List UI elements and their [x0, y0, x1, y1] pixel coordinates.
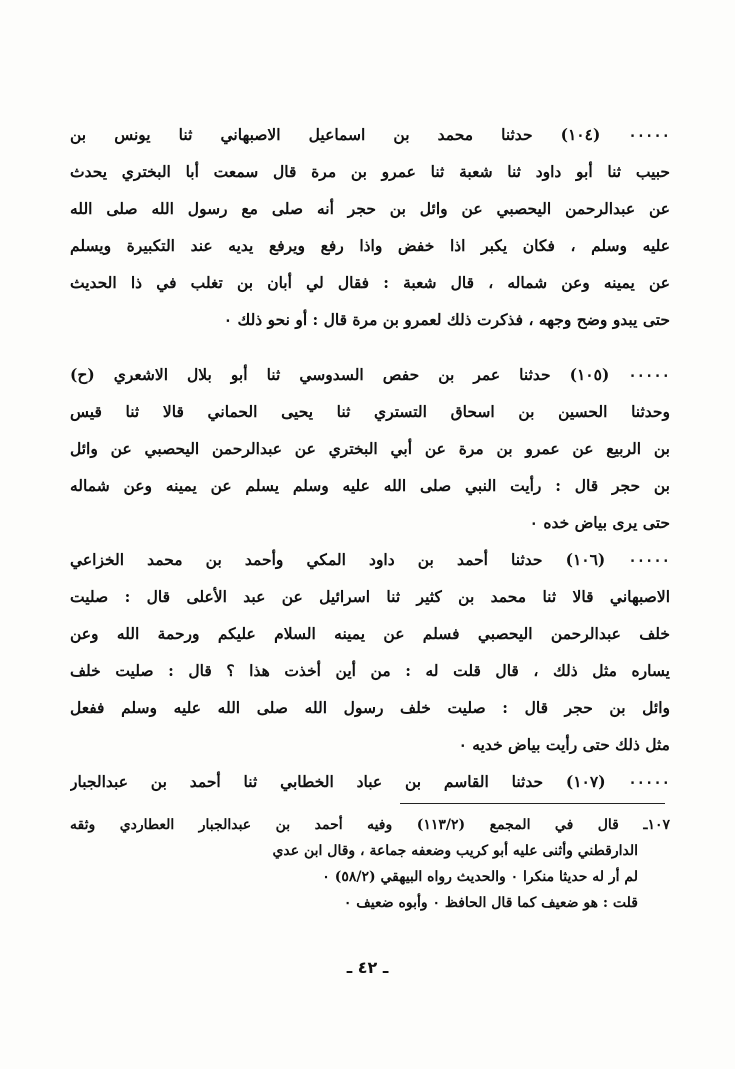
text-line: وائل بن حجر قال : صليت خلف رسول الله صلى الله عليه وسلم ففعل — [70, 698, 670, 717]
footnote-line: لم أر له حديثا منكرا ٠ والحديث رواه البيهقي (٥٨/٢) ٠ — [322, 869, 638, 885]
text-line: عن يمينه وعن شماله ، قال شعبة : فقال لي أبان بن تغلب في ذا الحديث — [70, 273, 670, 292]
hadith-104 — [70, 116, 670, 338]
text-line: خلف عبدالرحمن اليحصبي فسلم عن يمينه السلام عليكم ورحمة الله وعن — [70, 624, 670, 643]
text-line: حبيب ثنا أبو داود ثنا شعبة ثنا عمرو بن مرة قال سمعت أبا البختري يحدث — [70, 162, 670, 181]
text-line: بن حجر قال : رأيت النبي صلى الله عليه وسلم يسلم عن يمينه وعن شماله — [70, 476, 670, 495]
text-line: عليه وسلم ، فكان يكبر اذا خفض واذا رفع ويرفع يديه عند التكبيرة ويسلم — [70, 236, 670, 255]
footnote-line: ١٠٧ـ قال في المجمع (١١٣/٢) وفيه أحمد بن عبدالجبار العطاردي وثقه — [70, 817, 670, 833]
footnote-line: قلت : هو ضعيف كما قال الحافظ ٠ وأبوه ضعيف ٠ — [343, 895, 638, 911]
hadith-106 — [70, 541, 670, 763]
text-line: حتى يرى بياض خده ٠ — [529, 513, 670, 532]
text-line: ٠٠٠٠٠ (١٠٥) حدثنا عمر بن حفص السدوسي ثنا أبو بلال الاشعري (ح) — [70, 365, 670, 384]
text-line: مثل ذلك حتى رأيت بياض خديه ٠ — [458, 735, 670, 754]
text-line: ٠٠٠٠٠ (١٠٦) حدثنا أحمد بن داود المكي وأحمد بن محمد الخزاعي — [70, 550, 670, 569]
text-line: عن عبدالرحمن اليحصبي عن وائل بن حجر أنه صلى مع رسول الله صلى الله — [70, 199, 670, 218]
page-number: ـ ٤٢ ـ — [346, 958, 389, 977]
text-line: الاصبهاني قالا ثنا محمد بن كثير ثنا اسرائيل عن عبد الأعلى قال : صليت — [70, 587, 670, 606]
footnote-line: الدارقطني وأثنى عليه أبو كريب وضعفه جماعة ، وقال ابن عدي — [272, 843, 638, 859]
text-line: بن الربيع عن عمرو بن مرة عن أبي البختري عن عبدالرحمن اليحصبي عن وائل — [70, 439, 670, 458]
hadith-105 — [70, 356, 670, 541]
text-line: ٠٠٠٠٠ (١٠٧) حدثنا القاسم بن عباد الخطابي ثنا أحمد بن عبدالجبار — [70, 772, 670, 791]
footnotes — [70, 812, 670, 916]
text-line: ٠٠٠٠٠ (١٠٤) حدثنا محمد بن اسماعيل الاصبهاني ثنا يونس بن — [70, 125, 670, 144]
hadith-107 — [70, 763, 670, 800]
text-line: حتى يبدو وضح وجهه ، فذكرت ذلك لعمرو بن مرة قال : أو نحو ذلك ٠ — [223, 310, 670, 329]
footnote-divider — [400, 803, 665, 804]
main-text — [70, 116, 670, 800]
text-line: وحدثنا الحسين بن اسحاق التستري ثنا يحيى الحماني قالا ثنا قيس — [70, 402, 670, 421]
text-line: يساره مثل ذلك ، قال قلت له : من أين أخذت هذا ؟ قال : صليت خلف — [70, 661, 670, 680]
